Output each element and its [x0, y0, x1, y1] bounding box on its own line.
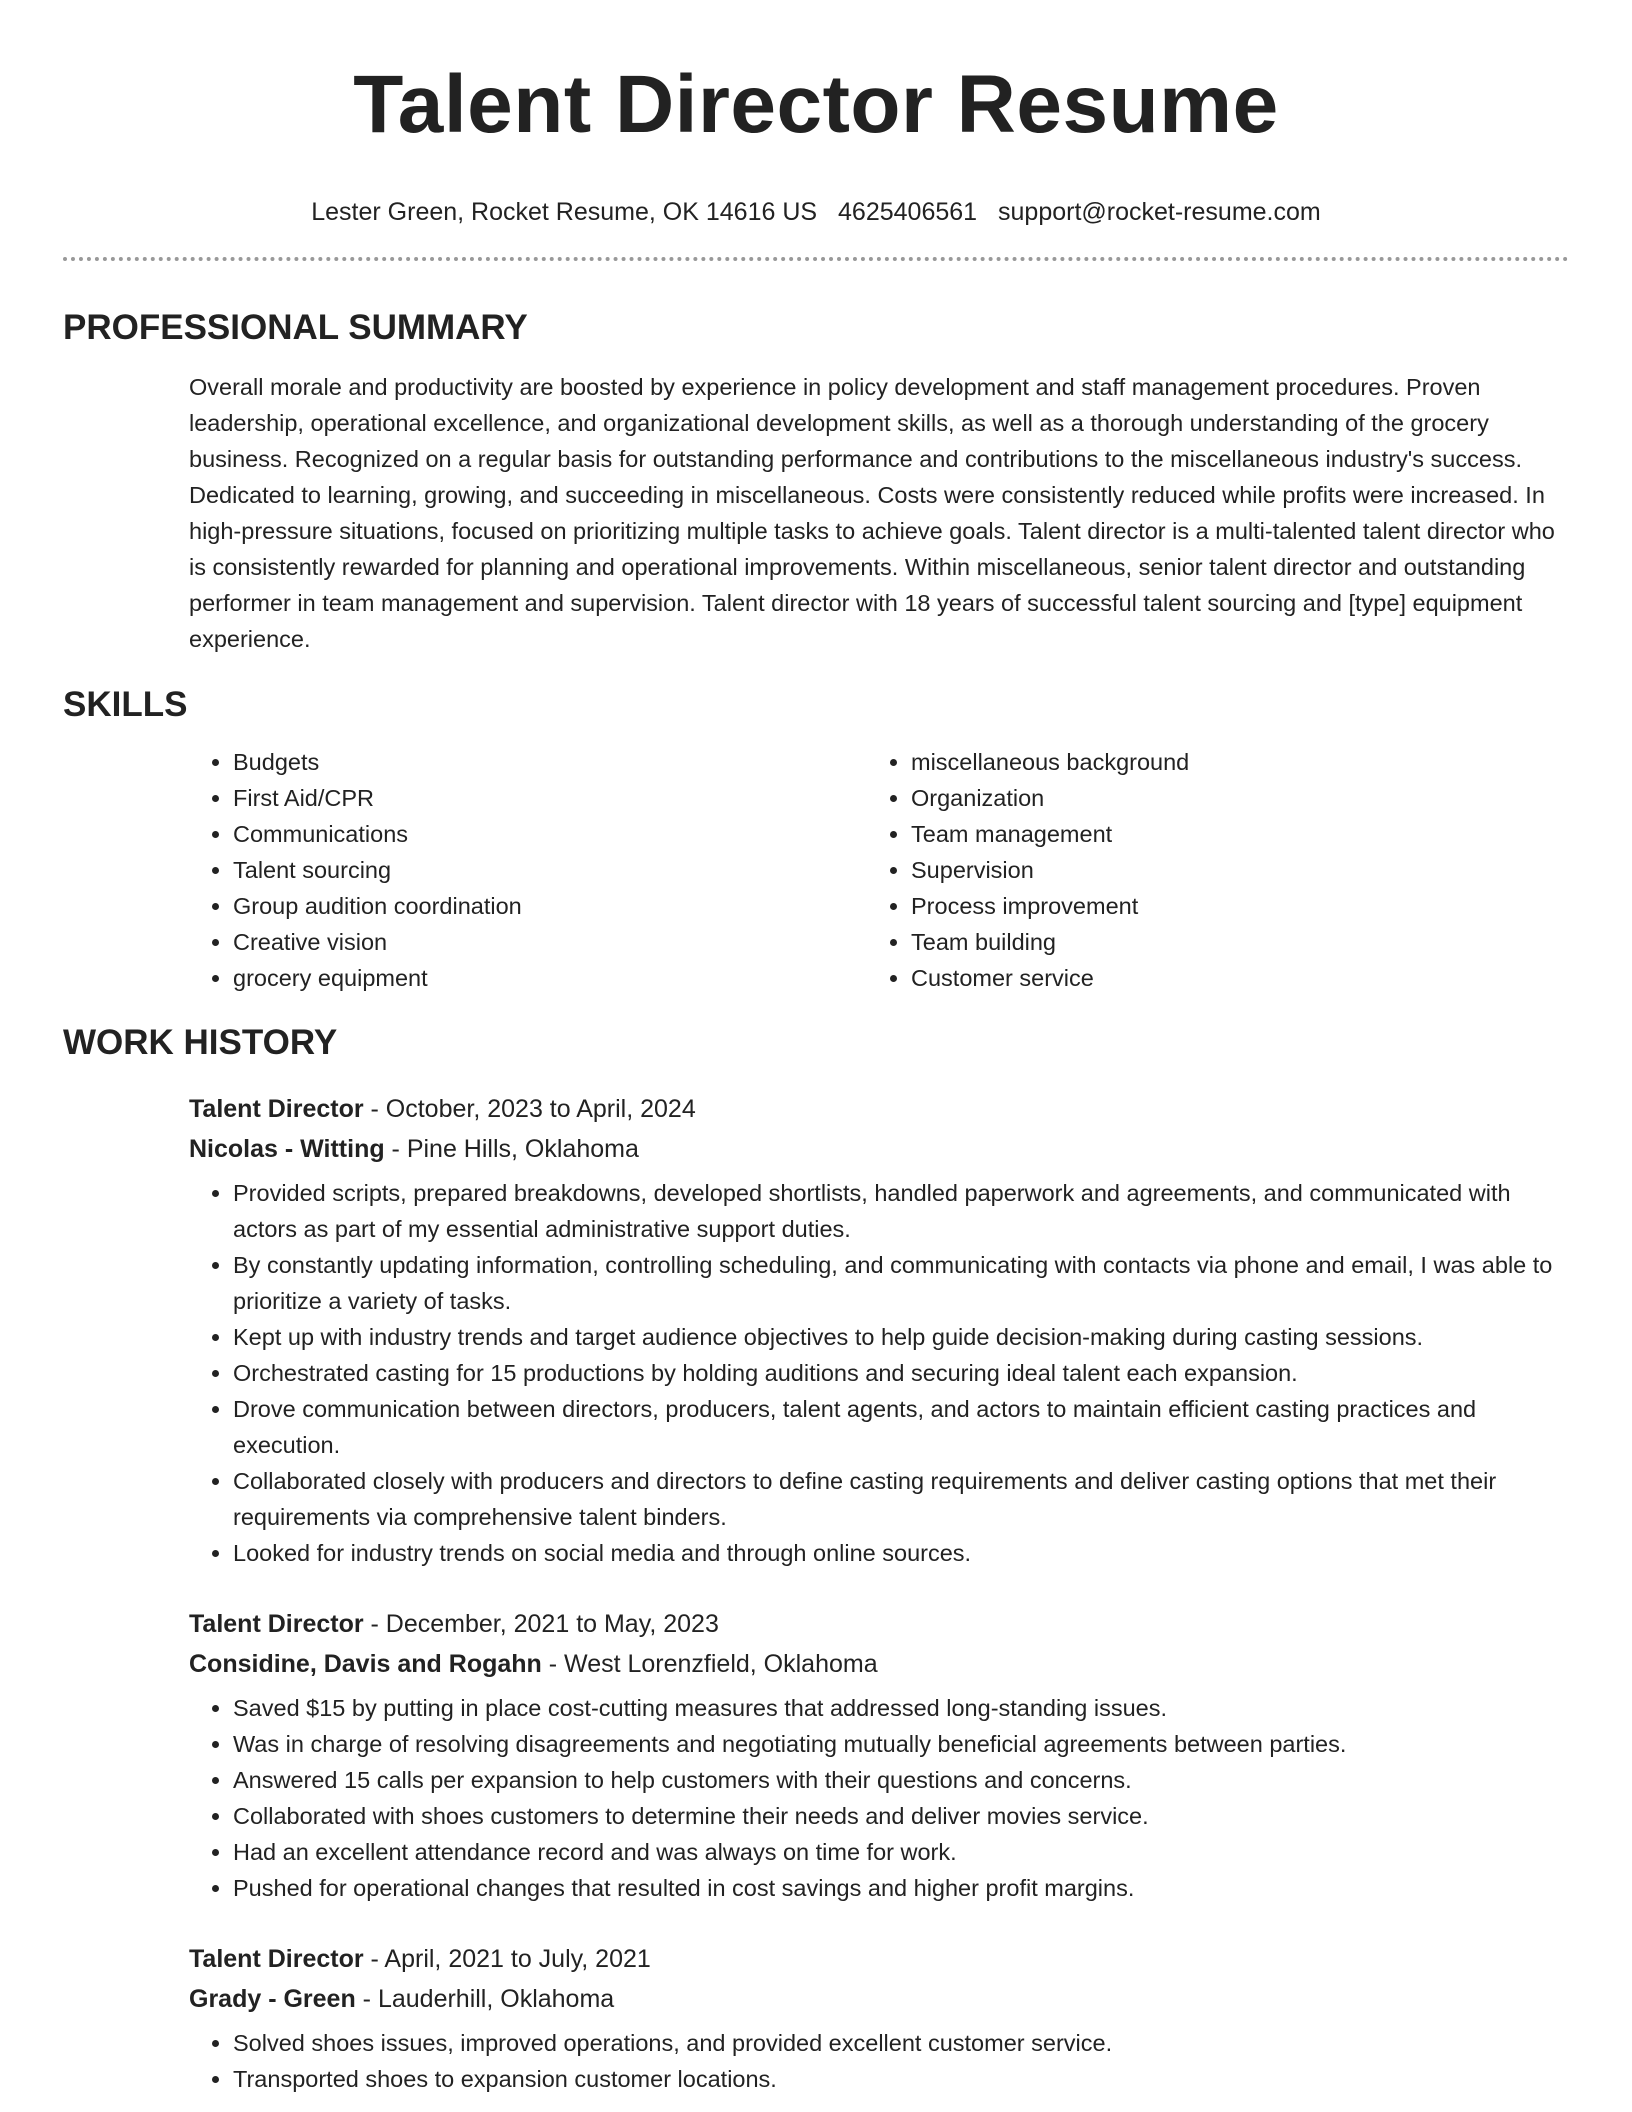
job-company: Grady - Green — [189, 1985, 356, 2013]
job-bullet: • Collaborated closely with producers and directors to define casting requirements and deliver casting options that met their requirements via comprehensive talent binders. — [233, 1463, 1569, 1535]
skills-list — [189, 744, 1569, 996]
skill-item: • grocery equipment — [233, 960, 867, 996]
job-bullet: • Answered 15 calls per expansion to help customers with their questions and concerns. — [233, 1762, 1569, 1798]
job-location: - Lauderhill, Oklahoma — [355, 1985, 615, 2013]
job-bullet: • Drove communication between directors, producers, talent agents, and actors to maintain efficient casting practices and execution. — [233, 1391, 1569, 1463]
job-company: Considine, Davis and Rogahn — [189, 1650, 542, 1678]
header-divider — [63, 257, 1569, 261]
job-company-line — [189, 1644, 1569, 1684]
skill-item: • miscellaneous background — [911, 744, 1189, 780]
job-location: - West Lorenzfield, Oklahoma — [541, 1650, 878, 1678]
job-bullets — [189, 1690, 1569, 1906]
resume-title: Talent Director Resume — [353, 59, 1279, 150]
job-company: Nicolas - Witting — [189, 1135, 385, 1163]
contact-line — [63, 197, 1569, 227]
job-bullets — [189, 1175, 1569, 1571]
job-bullet: • Collaborated with shoes customers to determine their needs and deliver movies service. — [233, 1798, 1569, 1834]
job-title-line — [189, 1089, 1569, 1129]
job-bullet: • Solved shoes issues, improved operations, and provided excellent customer service. — [233, 2025, 1569, 2061]
job-title: Talent Director — [189, 1095, 364, 1123]
skill-item: • Budgets — [233, 744, 867, 780]
job-dates: - April, 2021 to July, 2021 — [363, 1945, 651, 1973]
job-bullet: • Saved $15 by putting in place cost-cutting measures that addressed long-standing issues. — [233, 1690, 1569, 1726]
job-bullet: • Looked for industry trends on social media and through online sources. — [233, 1535, 1569, 1571]
skill-item: • Customer service — [911, 960, 1189, 996]
job-dates: - December, 2021 to May, 2023 — [363, 1610, 719, 1638]
contact-address: Lester Green, Rocket Resume, OK 14616 US — [311, 198, 818, 226]
job-company-line — [189, 1129, 1569, 1169]
summary-heading: PROFESSIONAL SUMMARY — [63, 308, 528, 347]
skill-item: • Organization — [911, 780, 1189, 816]
skills-column-right — [867, 744, 1189, 996]
job-bullet: • Kept up with industry trends and target audience objectives to help guide decision-making during casting sessions. — [233, 1319, 1569, 1355]
skill-item: • First Aid/CPR — [233, 780, 867, 816]
summary-text: Overall morale and productivity are boosted by experience in policy development and staff management procedures. Proven leadership, operational excellence, and organizational development skills, as well as a thorough understanding of the grocery business. Recognized on a regular basis for outstanding performance and contributions to the miscellaneous industry's success. Dedicated to learning, growing, and succeeding in miscellaneous. Costs were consistently reduced while profits were increased. In high-pressure situations, focused on prioritizing multiple tasks to achieve goals. Talent director is a multi-talented talent director who is consistently rewarded for planning and operational improvements. Within miscellaneous, senior talent director and outstanding performer in team management and supervision. Talent director with 18 years of successful talent sourcing and [type] equipment experience. — [189, 374, 1555, 652]
contact-email: support@rocket-resume.com — [998, 198, 1321, 226]
job-bullet: • Was in charge of resolving disagreements and negotiating mutually beneficial agreements between parties. — [233, 1726, 1569, 1762]
job-location: - Pine Hills, Oklahoma — [384, 1135, 639, 1163]
job-bullet: • Transported shoes to expansion customer locations. — [233, 2061, 1569, 2097]
contact-phone: 4625406561 — [838, 198, 978, 226]
job-entry — [189, 1939, 1569, 2097]
skill-item: • Talent sourcing — [233, 852, 867, 888]
job-bullet: • Provided scripts, prepared breakdowns, developed shortlists, handled paperwork and agreements, and communicated with actors as part of my essential administrative support duties. — [233, 1175, 1569, 1247]
job-bullet: • By constantly updating information, controlling scheduling, and communicating with contacts via phone and email, I was able to prioritize a variety of tasks. — [233, 1247, 1569, 1319]
skill-item: • Process improvement — [911, 888, 1189, 924]
skill-item: • Team building — [911, 924, 1189, 960]
skills-column-left — [189, 744, 867, 996]
skill-item: • Supervision — [911, 852, 1189, 888]
job-title: Talent Director — [189, 1610, 364, 1638]
job-title: Talent Director — [189, 1945, 364, 1973]
skill-item: • Group audition coordination — [233, 888, 867, 924]
job-bullet: • Had an excellent attendance record and was always on time for work. — [233, 1834, 1569, 1870]
job-title-line — [189, 1939, 1569, 1979]
skill-item: • Team management — [911, 816, 1189, 852]
job-entry — [189, 1089, 1569, 1571]
job-entry — [189, 1604, 1569, 1906]
job-bullet: • Pushed for operational changes that resulted in cost savings and higher profit margins. — [233, 1870, 1569, 1906]
job-bullet: • Orchestrated casting for 15 productions by holding auditions and securing ideal talent each expansion. — [233, 1355, 1569, 1391]
job-title-line — [189, 1604, 1569, 1644]
skill-item: • Communications — [233, 816, 867, 852]
skill-item: • Creative vision — [233, 924, 867, 960]
job-company-line — [189, 1979, 1569, 2019]
work-history-heading: WORK HISTORY — [63, 1023, 338, 1062]
job-bullets — [189, 2025, 1569, 2097]
job-dates: - October, 2023 to April, 2024 — [363, 1095, 696, 1123]
skills-heading: SKILLS — [63, 685, 188, 724]
